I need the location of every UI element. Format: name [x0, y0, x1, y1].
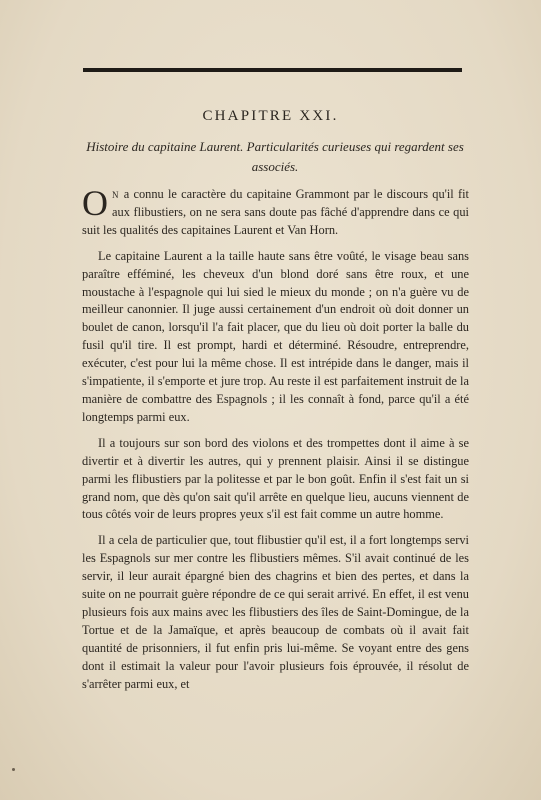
paper-speck	[12, 768, 15, 771]
paragraph-1	[82, 183, 469, 240]
header-rule	[83, 68, 462, 72]
lead-word: n	[112, 187, 120, 201]
chapter-title: CHAPITRE XXI.	[202, 108, 339, 124]
chapter-subtitle: Histoire du capitaine Laurent. Particularités curieuses qui regardent ses associés.	[86, 139, 464, 174]
paragraph-4: Il a cela de particulier que, tout flibustier qu'il est, il a fort longtemps servi les Espagnols sur mer contre les flibustiers mêmes. S'il avait continué de les servir, il leur aurait épargné bien des chagrins et bien des pertes, et dans la suite on ne pourrait guère répondre de ce qui serait arrivé. En effet, il est venu plusieurs fois aux mains avec les flibustiers des îles de Saint-Domingue, de la Tortue et de la Jamaïque, et après beaucoup de combats où il avait fait quantité de prisonniers, il fut enfin pris lui-même. Se voyant entre des gens dont il estimait la valeur pour l'avoir plusieurs fois éprouvée, il résolut de s'arrêter parmi eux, et	[82, 533, 469, 691]
paragraph-1-text: a connu le caractère du capitaine Grammont par le discours qu'il fit aux flibustiers, on ne sera sans doute pas fâché d'apprendre dans ce qui suit les qualités des capitaines Laurent et Van Horn.	[82, 187, 469, 237]
paragraph-3: Il a toujours sur son bord des violons et des trompettes dont il aime à se divertir et à divertir les autres, qui y prennent plaisir. Ainsi il se distingue parmi les flibustiers par la politesse et par le bon goût. Enfin il s'est fait un si grand nom, que dès qu'on sait qu'il arrête en quelque lieu, aucuns viennent de tous côtés voir de leurs propres yeux s'il est fait comme un autre homme.	[82, 435, 469, 522]
body-text	[82, 183, 469, 701]
paragraph-2: Le capitaine Laurent a la taille haute sans être voûté, le visage beau sans paraître efféminé, les cheveux d'un blond doré sans être roux, et une moustache à l'espagnole qui lui sied le mieux du monde ; on n'a guère vu de meilleur canonnier. Il juge aussi certainement d'un endroit où doit donner un boulet de canon, lorsqu'il l'a fait placer, que du lieu où doit porter la balle du fusil qu'il tire. Il est prompt, hardi et déterminé. Résoudre, entreprendre, exécuter, c'est pour lui la même chose. Il est intrépide dans le danger, mais il s'impatiente, il s'emporte et jure trop. Au reste il est parfaitement instruit de la manière de combattre des Espagnols ; il les connaît à fond, parce qu'il a été longtemps parmi eux.	[82, 248, 469, 424]
drop-cap: O	[82, 183, 108, 223]
